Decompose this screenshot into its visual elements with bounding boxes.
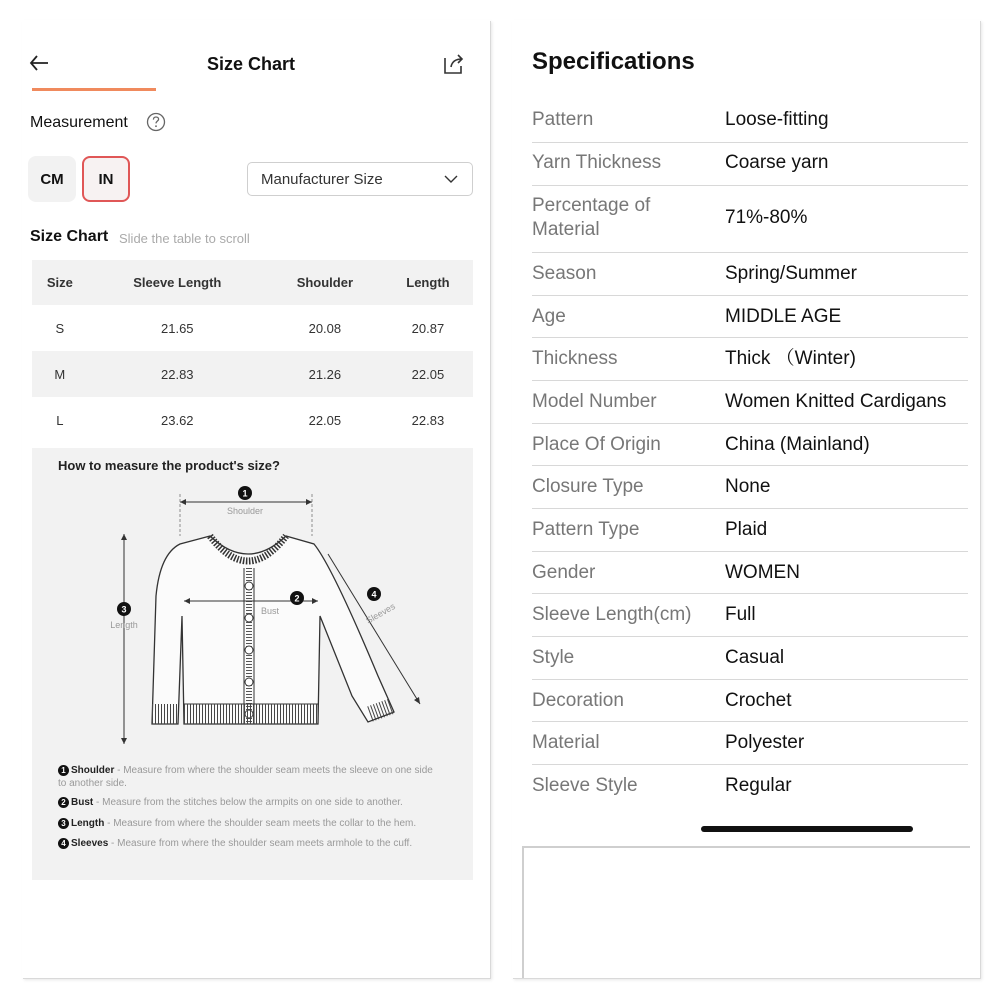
specifications-title: Specifications bbox=[532, 48, 695, 75]
measure-guide-title: How to measure the product's size? bbox=[58, 458, 280, 473]
home-indicator[interactable] bbox=[701, 826, 913, 832]
table-cell: 20.87 bbox=[383, 305, 473, 351]
legend-bust: 2 Bust - Measure from the stitches below the armpits on one side to another. bbox=[58, 796, 438, 809]
table-cell: 20.08 bbox=[267, 305, 383, 351]
spec-row: Age MIDDLE AGE bbox=[532, 295, 968, 338]
table-cell: 21.26 bbox=[267, 351, 383, 397]
table-cell: 22.83 bbox=[383, 397, 473, 443]
legend-shoulder: 1 Shoulder - Measure from where the shoulder seam meets the sleeve on one side to another side. bbox=[58, 765, 433, 789]
spec-row: Percentage of Material 71%-80% bbox=[532, 185, 968, 253]
svg-text:1: 1 bbox=[242, 488, 248, 499]
col-header: Length bbox=[383, 260, 473, 305]
table-cell: S bbox=[32, 305, 88, 351]
spec-row: Style Casual bbox=[532, 636, 968, 680]
col-header: Sleeve Length bbox=[88, 260, 267, 305]
measure-guide bbox=[32, 448, 473, 880]
svg-text:2: 2 bbox=[294, 593, 300, 604]
size-type-value: Manufacturer Size bbox=[261, 170, 383, 188]
spec-row: Place Of Origin China (Mainland) bbox=[532, 423, 968, 466]
length-label: Length bbox=[110, 620, 138, 630]
size-table[interactable] bbox=[32, 260, 473, 443]
spec-row: Decoration Crochet bbox=[532, 679, 968, 722]
size-chart-heading: Size Chart bbox=[30, 228, 109, 245]
blank-area bbox=[522, 846, 970, 978]
shoulder-label: Shoulder bbox=[226, 506, 264, 516]
sleeves-label: Sleeves bbox=[364, 601, 397, 626]
spec-row: Pattern Type Plaid bbox=[532, 508, 968, 552]
spec-row: Closure Type None bbox=[532, 465, 968, 509]
size-type-select[interactable] bbox=[247, 162, 473, 196]
table-row bbox=[32, 305, 473, 351]
page-title: Size Chart bbox=[206, 54, 296, 74]
legend-sleeves: 4 Sleeves - Measure from where the shoulder seam meets armhole to the cuff. bbox=[58, 837, 438, 850]
cardigan-diagram bbox=[32, 476, 473, 766]
table-cell: 22.05 bbox=[383, 351, 473, 397]
table-cell: M bbox=[32, 351, 88, 397]
table-row bbox=[32, 351, 473, 397]
size-chart-panel bbox=[22, 20, 490, 978]
chevron-down-icon bbox=[444, 172, 458, 186]
table-cell: 22.05 bbox=[267, 397, 383, 443]
spec-row: Thickness Thick （Winter) bbox=[532, 337, 968, 381]
spec-row: Yarn Thickness Coarse yarn bbox=[532, 142, 968, 186]
col-header: Size bbox=[32, 260, 88, 305]
tab-underline bbox=[32, 88, 156, 91]
measurement-label: Measurement bbox=[30, 114, 128, 131]
scroll-hint: Slide the table to scroll bbox=[119, 231, 250, 246]
table-header-row bbox=[32, 260, 473, 305]
spec-row: Sleeve Style Regular bbox=[532, 775, 792, 796]
legend-length: 3 Length - Measure from where the shoulder seam meets the collar to the hem. bbox=[58, 817, 438, 830]
table-cell: 23.62 bbox=[88, 397, 267, 443]
spec-row: Gender WOMEN bbox=[532, 551, 968, 594]
spec-row: Sleeve Length(cm) Full bbox=[532, 593, 968, 637]
specifications-panel bbox=[512, 20, 980, 978]
bust-label: Bust bbox=[260, 606, 280, 616]
unit-cm-button[interactable]: CM bbox=[28, 156, 76, 202]
help-icon[interactable] bbox=[146, 112, 166, 132]
unit-in-button[interactable]: IN bbox=[82, 156, 130, 202]
table-cell: L bbox=[32, 397, 88, 443]
svg-text:4: 4 bbox=[371, 589, 377, 600]
spec-row: Material Polyester bbox=[532, 721, 968, 765]
spec-row: Model Number Women Knitted Cardigans bbox=[532, 380, 968, 424]
spec-row: Pattern Loose-fitting bbox=[532, 98, 968, 143]
col-header: Shoulder bbox=[267, 260, 383, 305]
spec-row: Season Spring/Summer bbox=[532, 252, 968, 296]
share-icon[interactable] bbox=[442, 52, 466, 76]
table-row bbox=[32, 397, 473, 443]
svg-text:3: 3 bbox=[121, 604, 127, 615]
table-cell: 22.83 bbox=[88, 351, 267, 397]
table-cell: 21.65 bbox=[88, 305, 267, 351]
